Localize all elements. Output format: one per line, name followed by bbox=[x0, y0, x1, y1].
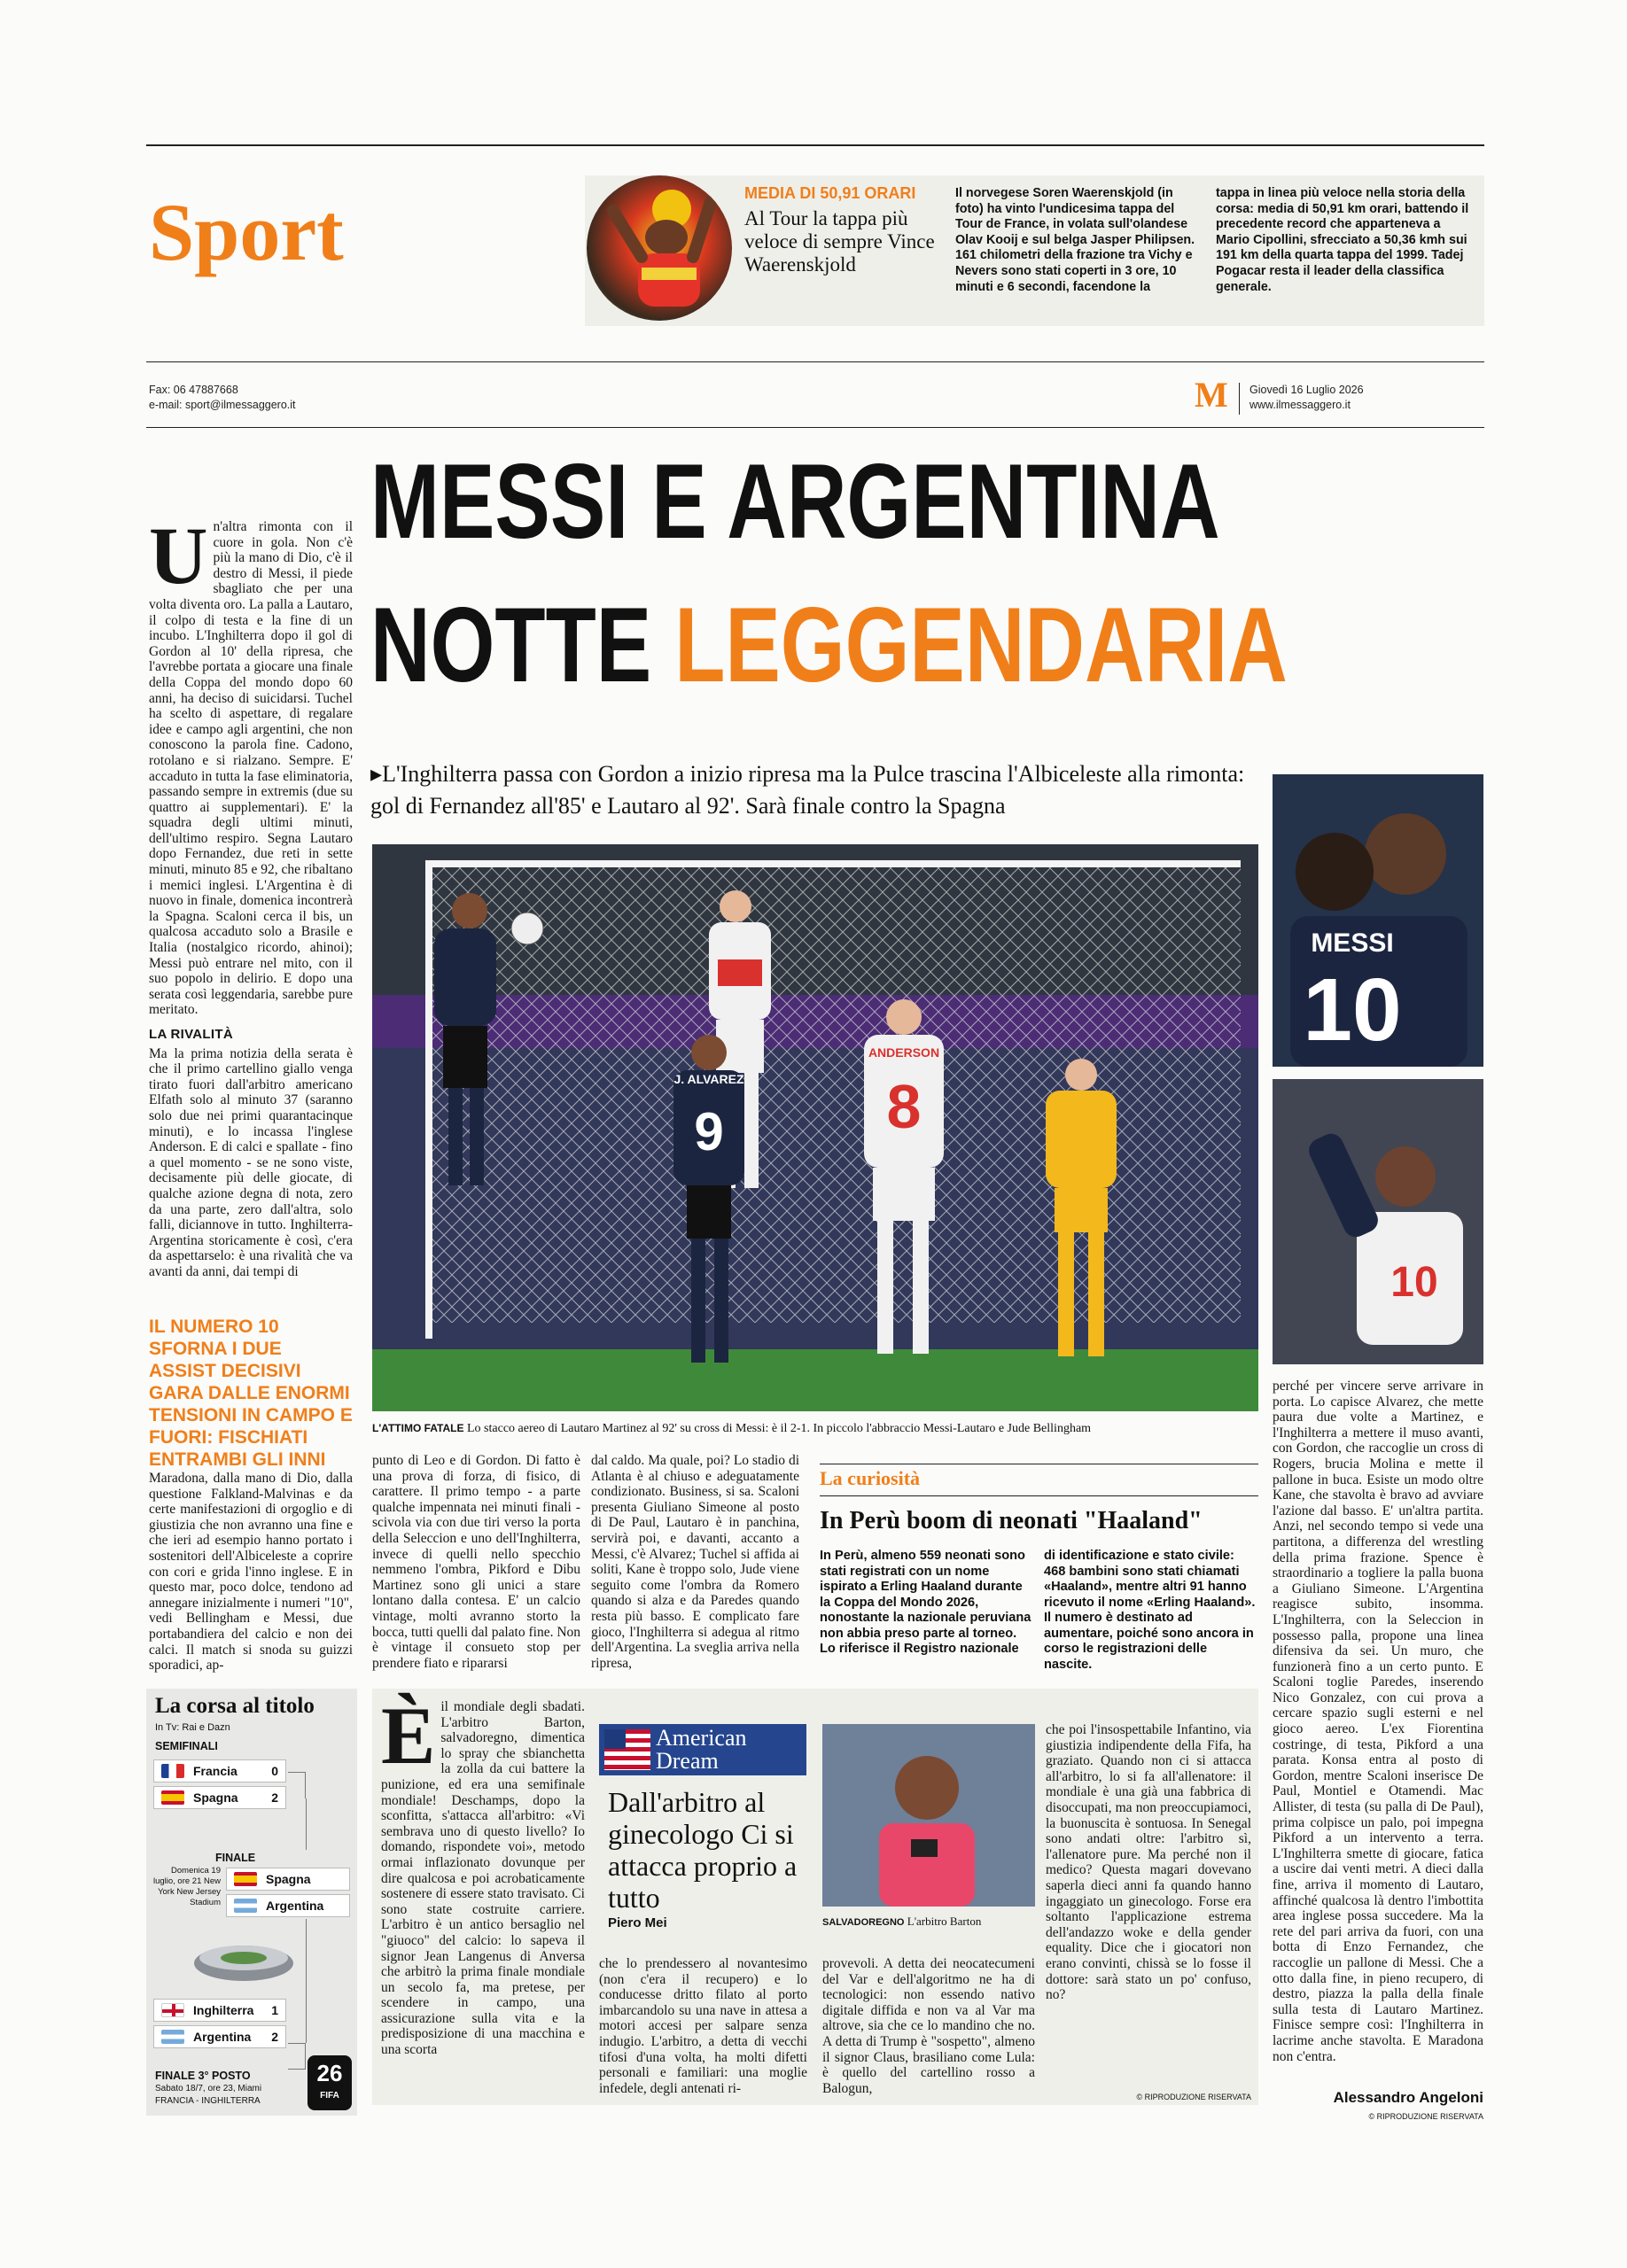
headline-line1: MESSI E ARGENTINA bbox=[370, 442, 1220, 561]
caption-label: L'ATTIMO FATALE bbox=[372, 1422, 464, 1434]
intro-paragraph: n'altra rimonta con il cuore in gola. Non c'è più la mano di Dio, c'è il destro di Messi, il piede sbagliato che per una volta diventa oro. La palla a Lautaro, il colpo di testa e la fine di un incubo. L'Inghilterra dopo il gol di Gordon al 10' della ripresa, che l'avrebbe portata a giocare una finale della Coppa del mondo dopo 60 anni, ha deciso di suicidarsi. Tuchel ha scelto di aspettare, di regalare idee e campo agli argentini, che non conoscono la parola fine. Cadono, rotolano e si rialzano. Sempre. E' accaduto in tutta la fase eliminatoria, passando sempre in extremis (due su quattro ai supplementari). E' la squadra degli ultimi minuti, dell'ultimo respiro. Segna Lautaro dopo Fernandez, due reti in sette minuti, minuto 85 e 92, che ribaltano i memici inglesi. L'Argentina è di nuovo in finale, domenica incontrerà la Spagna. Scaloni cerca il bis, un qualcosa accaduto solo a Brasile e Italia (nostalgico ricordo, ahinoi); Messi può entrare nel mito, con il suo popolo in delirio. E dopo una serata così leggendaria, sarebbe pure meritato. bbox=[149, 519, 353, 1018]
curiosita-col2: di identificazione e stato civile: 468 bambini sono stati chiamati «Haaland», mentre altri 91 hanno ricevuto il nome «Erling Haaland». Il numero è destinato ad aumentare, poiché sono ancora in corso le registrazioni delle nascite. bbox=[1044, 1549, 1256, 1672]
spain-flag-final-icon bbox=[234, 1872, 257, 1886]
england-flag-icon bbox=[161, 2003, 184, 2017]
highlight-quote: IL NUMERO 10 SFORNA I DUE ASSIST DECISIVI GARA DALLE ENORMI TENSIONI IN CAMPO E FUORI: FISCHIATI ENTRAMBI GLI INNI bbox=[149, 1317, 353, 1470]
shirt-name-alvarez: J. ALVAREZ bbox=[673, 1072, 744, 1086]
mid-column-1: punto di Leo e di Gordon. Di fatto è una prova di forza, di fisico, di carattere. Il primo tempo - a parte qualche impennata nei minuti finali - scivola via con due tiri verso la porta della Seleccion e uno dell'Inghilterra, invece di quelli nello specchio nemmeno l'ombra, Pikford e Dibu Martinez sono gli unici a stare lontano dalla contesa. E' un calcio vintage, molti avranno storto la bocca, tutti quelli dal palato fine. Non è vintage il consueto stop per prendere fiato e ripararsi bbox=[372, 1453, 581, 1671]
american-dream-col1: È il mondiale degli sbadati. L'arbitro Barton, salvadoregno, dimentica lo spray che sbianchetta la zolla da cui battere la punizione, ed era una semifinale mondiale! Deschamps, dopo la sconfitta, s'attacca all'arbitro: «Vi sembrava uno di questo livello? Io domando, rispondete voi», metodo ormai inflazionato dovunque per dire qualcosa e poi acrobaticamente sostenere di essere stato travisato. Ci sono state costruite carriere. L'arbitro è un antico bersaglio nel "giuoco" del calcio: lo sapeva il signor Jean Langenus di Anversa che arbitrò la prima finale mondiale un secolo fa, ma pretese, per scendere in campo, una assicurazione sulla vita e la predisposizione di una macchina e una scorta bbox=[381, 1690, 585, 2058]
eng-shirt-number: 10 bbox=[1390, 1259, 1438, 1306]
subhead-arrow-icon: ▸ bbox=[370, 761, 383, 787]
cyclist-photo bbox=[587, 175, 732, 321]
issue-date: Giovedì 16 Luglio 2026 bbox=[1249, 384, 1364, 396]
american-dream-drop-cap: È bbox=[381, 1690, 436, 1781]
american-dream-col4: che poi l'insospettabile Infantino, via giustizia indipendente della Fifa, ha graziato. Quando non ci si attacca all'arbitro, lo si fa all'allenatore: il mondiale è una già una fabbrica di disoccupati, ma non preoccupiamoci, la buonuscita è sontuosa. In Senegal sono andati oltre: l'arbitro sì, l'allenatore pure. Ma perché non il medico? Questa magari dovevano saperla dieci anni fa quando hanno ingaggiato un ginecologo. Forse era soltanto l'applicazione estrema dell'andazzo woke e della gender equality. Dice che i giocatori non erano convinti, chissà se lo fosse il dottore: sarà stato un po' confuso, no? bbox=[1046, 1722, 1251, 2003]
american-dream-brand bbox=[599, 1724, 806, 1775]
france-flag-icon bbox=[161, 1764, 184, 1778]
main-photo-caption bbox=[372, 1421, 1258, 1436]
referee-caption bbox=[822, 1914, 1035, 1930]
byline-angeloni: Alessandro Angeloni bbox=[1333, 2089, 1483, 2106]
headline-black: NOTTE bbox=[370, 586, 652, 704]
referee-caption-label: SALVADOREGNO bbox=[822, 1917, 905, 1928]
left-column bbox=[149, 510, 353, 1280]
semi-row-francia[interactable]: Francia 0 bbox=[153, 1759, 286, 1783]
final-label: FINALE bbox=[215, 1852, 256, 1864]
messi-shirt-name: MESSI bbox=[1311, 928, 1394, 958]
stadium-icon bbox=[191, 1933, 297, 1986]
copyright-american-dream: © RIPRODUZIONE RISERVATA bbox=[1136, 2093, 1251, 2101]
argentina-flag-icon bbox=[161, 2030, 184, 2044]
email-address[interactable]: e-mail: sport@ilmessaggero.it bbox=[149, 399, 296, 411]
us-flag-icon bbox=[604, 1729, 650, 1770]
messi-hug-illustration bbox=[1273, 774, 1483, 1067]
spain-flag-icon bbox=[161, 1790, 184, 1805]
main-photo bbox=[372, 844, 1258, 1411]
promo-text-col1: Il norvegese Soren Waerenskjold (in foto) ha vinto l'undicesima tappa del Tour de France, in volata sull'olandese Olav Kooij e sul belga Jasper Philipsen. 161 chilometri della frazione tra Vichy e Nevers sono stati coperti in 3 ore, 10 minuti e 6 secondi, facendone la bbox=[955, 186, 1195, 294]
bellingham-illustration bbox=[1273, 1079, 1483, 1364]
curiosita-col1: In Perù, almeno 559 neonati sono stati registrati con un nome ispirato a Erling Haaland durante la Coppa del Mondo 2026, nonostante la nazionale peruviana non abbia preso parte al torneo. Lo riferisce il Registro nazionale bbox=[820, 1549, 1031, 1656]
semifinals-label: SEMIFINALI bbox=[155, 1740, 218, 1752]
newspaper-logo: M bbox=[1195, 375, 1228, 415]
website-link[interactable]: www.ilmessaggero.it bbox=[1249, 399, 1351, 411]
american-dream-author: Piero Mei bbox=[608, 1915, 667, 1930]
semi-row-spagna[interactable]: Spagna 2 bbox=[153, 1786, 286, 1809]
cyclist-figure-icon bbox=[587, 175, 732, 321]
messi-shirt-number: 10 bbox=[1303, 960, 1402, 1060]
right-column: perché per vincere serve arrivare in porta. Lo capisce Alvarez, che mette paura due volte a Martinez, e l'Inghilterra a mettere il muso avanti, con Gordon, che raccoglie un cross di Rogers, brucia Molina e mette il pallone in buca. Esiste un modo oltre Kane, che stavolta è bravo ad avviare l'azione dal basso. E' un'altra partita. Anzi, nel secondo tempo si vede una partitona, a differenza del wrestling della prima frazione. Spence è straordinario a togliere la palla buona a Giuliano Simeone. L'Argentina reagisce subito, insomma. L'Inghilterra, con la Seleccion in possesso palla, propone una linea difensiva da sei. Un muro, che funzionerà fino a un certo punto. E Scaloni toglie Paredes, inserendo Nico Gonzalez, con cui prova a cercare spazio sugli esterni e nel gioco aereo. L'ex Fiorentina costringe, di testa, Pikford a una parata. Konsa entra al posto di Gordon, mentre Scaloni inserisce De Paul, Montiel e Otamendi. Mac Allister, di testa (su palla di De Paul), prima colpisce un palo, poi impegna Pikford a un intervento a terra. L'Inghilterra smette di giocare, fatica a uscire dai venti metri. A dieci dalla fine, arriva il momento di Lautaro, affinché qualcosa là dentro l'imbottita area inglese possa succedere. Ma la rete del pari arriva da fuori, con una botta di Enzo Fernandez, che raccoglie un pallone di Messi. Che a otto dalla fine, in pieno recupero, di destro, piazza la palla della finale sulla testa di Lautaro Martinez. Finisce sempre così: l'Inghilterra in lacrime anche stavolta. E Maradona non c'entra. bbox=[1273, 1379, 1483, 2064]
final-row-argentina[interactable]: Argentina bbox=[226, 1894, 350, 1917]
subheading-rivalita: LA RIVALITÀ bbox=[149, 1027, 233, 1042]
rivalita-paragraph: Ma la prima notizia della serata è che il primo cartellino giallo venga tirato fuori dall'arbitro americano Elfath solo al minuto 37 (saranno solo due nei primi quarantacinque minuti), e lo incassa l'inglese Anderson. E di calci e spallate - fino a quel momento - se ne sono viste, decisamente più delle giocate, di qualche azione degna di nota, zero da una parte, zero dall'altra, solo falli, diciannove in tutto. Inghilterra-Argentina storicamente è così, c'era da aspettarselo: è una rivalità che va avanti da anni, dai tempi di bbox=[149, 1045, 353, 1279]
bracket-title: La corsa al titolo bbox=[155, 1694, 315, 1718]
bracket-tv: In Tv: Rai e Dazn bbox=[155, 1722, 230, 1733]
american-dream-title: Dall'arbitro al ginecologo Ci si attacca proprio a tutto bbox=[608, 1786, 798, 1914]
semi-row-inghilterra[interactable]: Inghilterra 1 bbox=[153, 1999, 286, 2022]
promo-title[interactable]: Al Tour la tappa più veloce di sempre Vince Waerenskjold bbox=[744, 207, 935, 276]
promo-band[interactable] bbox=[585, 175, 1484, 326]
american-dream-col3: provevoli. A detta dei neocatecumeni del Var e dell'algoritmo ne ha di tecnologici: non essendo nativo digitale diffida e non va al Var ma altrove, sia che ce lo mandino che no. A detta di Trump è "sospetto", almeno il signor Claus, brasiliano come Lula: è quello del cartellino rosso a Balogun, bbox=[822, 1956, 1035, 2096]
fifa-logo-text: FIFA bbox=[320, 2091, 339, 2101]
left-column-cont: Maradona, dalla mano di Dio, dalla questione Falkland-Malvinas e da certe manifestazioni di orgoglio e di giustizia che non avranno una fine e che ieri ad esempio hanno portato i sostenitori dell'Albiceleste a coprire con cori e grida l'inno inglese. E in questo mar, poco dolce, tendono ad annegare inizialmente i numeri "10", vedi Bellingham e Messi, due portabandiera del calcio e non dei calci. Il match si snoda su guizzi sporadici, ap- bbox=[149, 1471, 353, 1674]
referee-caption-text: L'arbitro Barton bbox=[907, 1915, 982, 1928]
referee-photo bbox=[822, 1724, 1035, 1907]
subhead: ▸L'Inghilterra passa con Gordon a inizio ripresa ma la Pulce trascina l'Albiceleste alla rimonta: gol di Fernandez all'85' e Lautaro al 92'. Sarà finale contro la Spagna bbox=[370, 761, 1245, 819]
section-title: Sport bbox=[149, 187, 344, 277]
referee-illustration bbox=[822, 1724, 1035, 1907]
third-place-label: FINALE 3° POSTO bbox=[155, 2070, 251, 2082]
mid-column-2: dal caldo. Ma quale, poi? Lo stadio di Atlanta è al chiuso e adeguatamente condizionato. Business, si sa. Scaloni presenta Giuliano Simeone al posto di De Paul, Lautaro è in panchina, servirà poi, e davanti, accanto a Messi, c'è Alvarez; Tuchel si affida ai soliti, Kane è troppo solo, Jude viene seguito come l'ombra da Romero quando si alza e da Paredes quando resta più basso. E complicato fare gioco, l'Inghilterra si adegua al ritmo dell'Argentina. La sveglia arriva nella ripresa, bbox=[591, 1453, 799, 1671]
final-row-spagna[interactable]: Spagna bbox=[226, 1868, 350, 1891]
curiosita-label: La curiosità bbox=[820, 1467, 921, 1489]
drop-cap: U bbox=[149, 510, 208, 601]
goal-scene-illustration bbox=[372, 844, 1258, 1411]
argentina-flag-final-icon bbox=[234, 1899, 257, 1913]
messi-lautaro-photo bbox=[1273, 774, 1483, 1067]
fax-number: Fax: 06 47887668 bbox=[149, 384, 238, 396]
copyright-right: © RIPRODUZIONE RISERVATA bbox=[1368, 2112, 1483, 2121]
third-place-match: FRANCIA - INGHILTERRA bbox=[155, 2096, 261, 2106]
headline-line2 bbox=[370, 586, 1288, 703]
bracket-sidebar bbox=[146, 1689, 357, 2116]
american-dream-col2: che lo prendessero al novantesimo (non c'era il recupero) e lo conducesse dritto filato al porto imbarcandolo su una nave in attesa a motori accesi per salpare senza indugio. L'arbitro, a detta di vecchi tifosi d'una volta, ha molti difetti personali e familiari: una moglie infedele, degli antenati ri- bbox=[599, 1956, 807, 2096]
fifa-logo-icon bbox=[307, 2055, 352, 2110]
shirt-number-alvarez: 9 bbox=[694, 1102, 724, 1161]
promo-kicker: MEDIA DI 50,91 ORARI bbox=[744, 184, 916, 202]
semi-row-argentina[interactable]: Argentina 2 bbox=[153, 2025, 286, 2048]
promo-text-col2: tappa in linea più veloce nella storia della corsa: media di 50,91 km orari, battendo il precedente record che apparteneva a Mario Cipollini, sfrecciato a 50,36 kmh sui 191 km della quarta tappa del 1999. Tadej Pogacar resta il leader della classifica generale. bbox=[1216, 186, 1469, 294]
brand-line1: American bbox=[656, 1725, 747, 1751]
fifa-logo-number: 26 bbox=[316, 2060, 343, 2086]
bellingham-photo bbox=[1273, 1079, 1483, 1364]
shirt-number-anderson: 8 bbox=[886, 1072, 922, 1141]
final-info: Domenica 19 luglio, ore 21 New York New Jersey Stadium bbox=[152, 1866, 221, 1907]
caption-text: Lo stacco aereo di Lautaro Martinez al 92' su cross di Messi: è il 2-1. In piccolo l'abbraccio Messi-Lautaro e Jude Bellingham bbox=[467, 1422, 1092, 1435]
brand-line2: Dream bbox=[656, 1748, 719, 1774]
headline-orange: LEGGENDARIA bbox=[674, 586, 1288, 704]
third-place-info: Sabato 18/7, ore 23, Miami bbox=[155, 2084, 262, 2093]
curiosita-title: In Perù boom di neonati "Haaland" bbox=[820, 1507, 1203, 1534]
shirt-name-anderson: ANDERSON bbox=[868, 1045, 940, 1060]
